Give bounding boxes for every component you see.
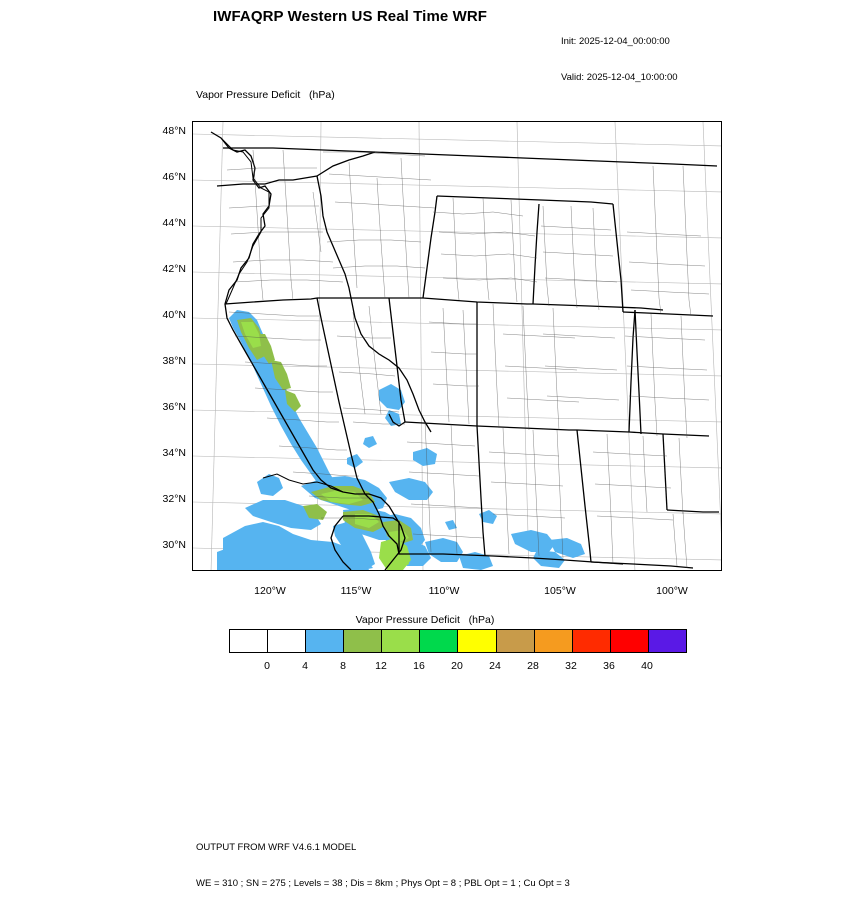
y-tick-40N: 40°N bbox=[162, 309, 186, 321]
x-tick-110W: 110°W bbox=[428, 585, 460, 597]
colorbar-swatch-0 bbox=[230, 630, 268, 652]
colorbar-tick-3: 12 bbox=[375, 660, 387, 672]
plot-variable-label: Vapor Pressure Deficit (hPa) bbox=[196, 89, 335, 101]
y-tick-48N: 48°N bbox=[162, 125, 186, 137]
colorbar-swatch-8 bbox=[535, 630, 573, 652]
colorbar-swatch-1 bbox=[268, 630, 306, 652]
colorbar-swatch-9 bbox=[573, 630, 611, 652]
colorbar-tick-10: 40 bbox=[641, 660, 653, 672]
map-svg bbox=[193, 122, 722, 571]
map-plot-area bbox=[192, 121, 722, 571]
x-tick-105W: 105°W bbox=[544, 585, 576, 597]
colorbar-tick-1: 4 bbox=[302, 660, 308, 672]
valid-time: Valid: 2025-12-04_10:00:00 bbox=[561, 72, 678, 83]
y-tick-32N: 32°N bbox=[162, 493, 186, 505]
x-tick-115W: 115°W bbox=[340, 585, 372, 597]
colorbar-tick-9: 36 bbox=[603, 660, 615, 672]
colorbar-swatch-11 bbox=[649, 630, 686, 652]
page-title: IWFAQRP Western US Real Time WRF bbox=[212, 8, 488, 25]
colorbar-tick-0: 0 bbox=[264, 660, 270, 672]
y-tick-30N: 30°N bbox=[162, 539, 186, 551]
colorbar-tick-4: 16 bbox=[413, 660, 425, 672]
y-tick-42N: 42°N bbox=[162, 263, 186, 275]
y-tick-46N: 46°N bbox=[162, 171, 186, 183]
init-time: Init: 2025-12-04_00:00:00 bbox=[561, 36, 670, 47]
colorbar-swatch-7 bbox=[497, 630, 535, 652]
footer-line-2: WE = 310 ; SN = 275 ; Levels = 38 ; Dis = 8km ; Phys Opt = 8 ; PBL Opt = 1 ; Cu Opt = 3 bbox=[196, 878, 570, 889]
x-tick-120W: 120°W bbox=[254, 585, 286, 597]
colorbar-tick-8: 32 bbox=[565, 660, 577, 672]
y-tick-38N: 38°N bbox=[162, 355, 186, 367]
colorbar-tick-2: 8 bbox=[340, 660, 346, 672]
y-tick-36N: 36°N bbox=[162, 401, 186, 413]
colorbar-tick-6: 24 bbox=[489, 660, 501, 672]
colorbar-swatch-4 bbox=[382, 630, 420, 652]
colorbar bbox=[229, 629, 687, 653]
footer-line-1: OUTPUT FROM WRF V4.6.1 MODEL bbox=[196, 842, 357, 853]
colorbar-tick-7: 28 bbox=[527, 660, 539, 672]
x-tick-100W: 100°W bbox=[656, 585, 688, 597]
colorbar-swatch-6 bbox=[458, 630, 496, 652]
colorbar-swatch-3 bbox=[344, 630, 382, 652]
colorbar-tick-5: 20 bbox=[451, 660, 463, 672]
colorbar-swatch-5 bbox=[420, 630, 458, 652]
y-tick-34N: 34°N bbox=[162, 447, 186, 459]
model-output-footer bbox=[196, 818, 570, 914]
y-tick-44N: 44°N bbox=[162, 217, 186, 229]
init-valid-block bbox=[561, 12, 678, 108]
colorbar-swatch-10 bbox=[611, 630, 649, 652]
colorbar-ticks bbox=[229, 660, 687, 674]
colorbar-title: Vapor Pressure Deficit (hPa) bbox=[355, 614, 495, 626]
colorbar-swatch-2 bbox=[306, 630, 344, 652]
